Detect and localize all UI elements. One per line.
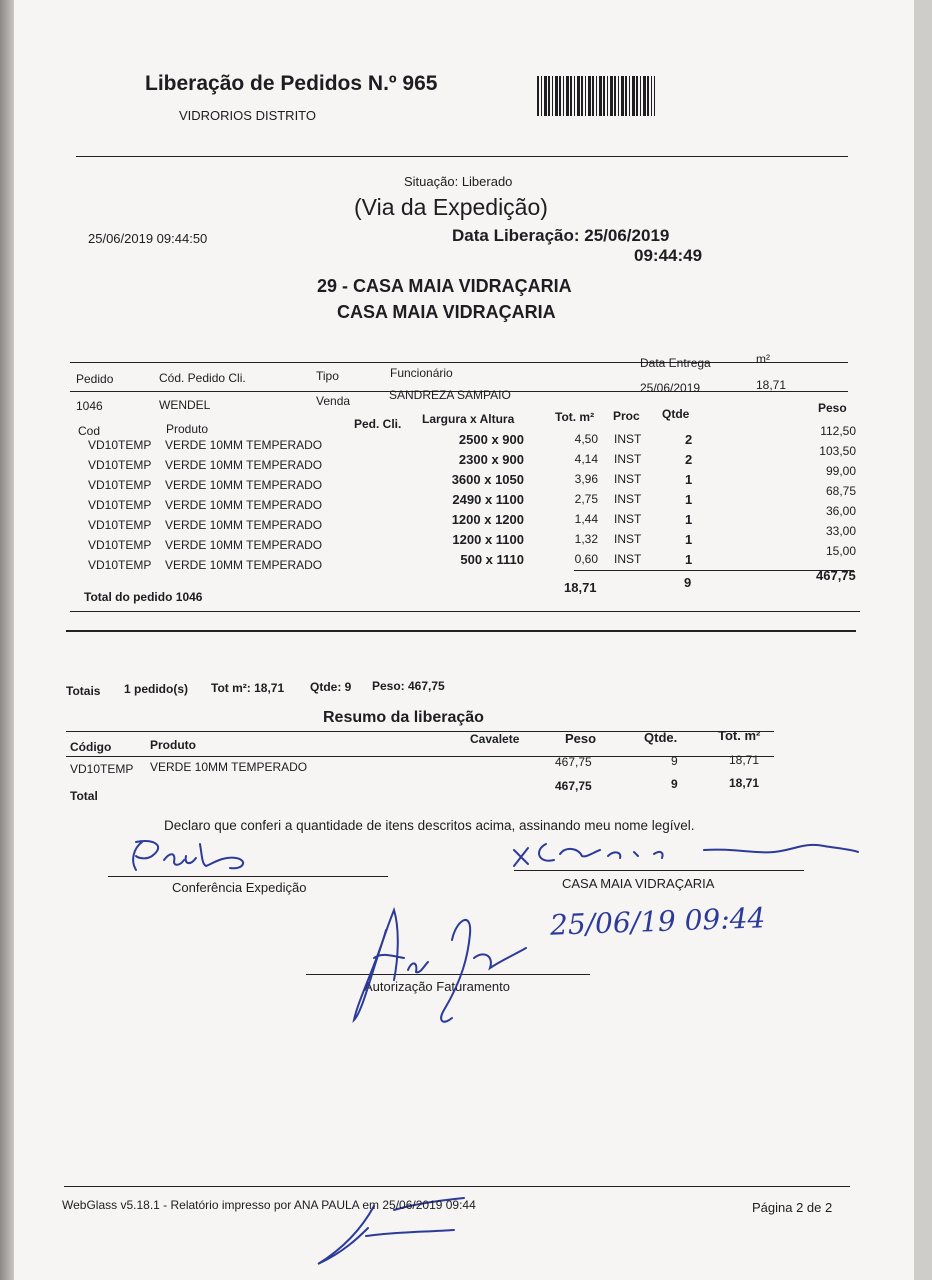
item-cod: VD10TEMP bbox=[88, 458, 152, 472]
order-tipo: Venda bbox=[316, 394, 351, 408]
client-code-name: 29 - CASA MAIA VIDRAÇARIA bbox=[317, 276, 572, 296]
item-dim: 3600 x 1050 bbox=[451, 472, 524, 487]
declaration-text: Declaro que conferi a quantidade de itens descritos acima, assinando meu nome legível. bbox=[164, 818, 695, 833]
item-produto: VERDE 10MM TEMPERADO bbox=[165, 538, 323, 552]
item-qtde: 1 bbox=[685, 512, 693, 527]
item-tot: 1,32 bbox=[574, 532, 598, 546]
footer-printed-by: WebGlass v5.18.1 - Relatório impresso por ANA PAULA em 25/06/2019 09:44 bbox=[62, 1198, 476, 1212]
item-cod: VD10TEMP bbox=[88, 478, 152, 492]
item-produto: VERDE 10MM TEMPERADO bbox=[165, 438, 323, 452]
scan-right-edge bbox=[914, 0, 932, 1280]
item-dim: 2500 x 900 bbox=[458, 432, 524, 447]
col-m2: m² bbox=[756, 352, 770, 366]
item-qtde: 1 bbox=[685, 532, 693, 547]
item-proc: INST bbox=[614, 512, 642, 526]
item-col-largura-altura: Largura x Altura bbox=[422, 412, 515, 426]
item-col-cod: Cod bbox=[78, 424, 101, 438]
item-qtde: 1 bbox=[685, 552, 693, 567]
summary-total-peso: 467,75 bbox=[555, 779, 592, 793]
item-qtde: 1 bbox=[685, 472, 693, 487]
item-produto: VERDE 10MM TEMPERADO bbox=[165, 458, 323, 472]
item-produto: VERDE 10MM TEMPERADO bbox=[165, 498, 323, 512]
release-date: Data Liberação: 25/06/2019 bbox=[452, 226, 670, 245]
item-qtde: 2 bbox=[685, 432, 693, 447]
item-dim: 2300 x 900 bbox=[458, 452, 524, 467]
release-time: 09:44:49 bbox=[634, 246, 703, 265]
item-peso: 99,00 bbox=[825, 464, 856, 478]
col-tipo: Tipo bbox=[316, 369, 339, 383]
summary-tot-m2: 18,71 bbox=[729, 753, 760, 767]
document-title: Liberação de Pedidos N.º 965 bbox=[145, 72, 438, 95]
item-dim: 1200 x 1200 bbox=[451, 512, 524, 527]
summary-produto: VERDE 10MM TEMPERADO bbox=[150, 760, 308, 774]
summary-peso: 467,75 bbox=[555, 755, 592, 769]
status: Situação: Liberado bbox=[404, 174, 513, 189]
item-tot: 3,96 bbox=[574, 472, 598, 486]
item-dim: 1200 x 1100 bbox=[452, 532, 524, 547]
order-pedido: 1046 bbox=[76, 399, 103, 413]
copy-label: (Via da Expedição) bbox=[354, 194, 548, 220]
item-col-produto: Produto bbox=[166, 422, 209, 436]
signature-conferencia bbox=[114, 830, 274, 878]
client-name: CASA MAIA VIDRAÇARIA bbox=[337, 302, 556, 322]
item-peso: 103,50 bbox=[819, 444, 856, 458]
signature-autorizacao bbox=[334, 900, 544, 1030]
summary-col-tot-m2: Tot. m² bbox=[718, 728, 761, 743]
order-total-m2: 18,71 bbox=[564, 580, 597, 595]
divider bbox=[66, 630, 856, 632]
col-funcionario: Funcionário bbox=[390, 366, 453, 380]
item-produto: VERDE 10MM TEMPERADO bbox=[165, 558, 323, 572]
item-proc: INST bbox=[614, 552, 642, 566]
barcode bbox=[537, 76, 655, 116]
summary-col-qtde: Qtde. bbox=[644, 730, 678, 745]
summary-qtde: 9 bbox=[671, 754, 678, 768]
footer-rule bbox=[64, 1186, 850, 1187]
item-tot: 4,50 bbox=[574, 432, 598, 446]
col-pedido: Pedido bbox=[76, 372, 114, 386]
conferencia-label: Conferência Expedição bbox=[172, 880, 307, 895]
divider bbox=[70, 362, 848, 363]
autorizacao-label: Autorização Faturamento bbox=[364, 979, 510, 994]
totals-m2: Tot m²: 18,71 bbox=[211, 681, 285, 695]
item-tot: 0,60 bbox=[574, 552, 598, 566]
item-col-proc: Proc bbox=[613, 409, 640, 423]
summary-codigo: VD10TEMP bbox=[70, 762, 134, 776]
signature-cliente bbox=[504, 828, 864, 876]
item-proc: INST bbox=[614, 452, 642, 466]
item-proc: INST bbox=[614, 472, 642, 486]
handwritten-date: 25/06/19 09:44 bbox=[549, 901, 766, 942]
divider bbox=[70, 611, 860, 612]
summary-title: Resumo da liberação bbox=[323, 709, 484, 726]
totals-qtde: Qtde: 9 bbox=[310, 680, 352, 694]
item-dim: 2490 x 1100 bbox=[452, 492, 524, 507]
item-tot: 4,14 bbox=[574, 452, 598, 466]
item-cod: VD10TEMP bbox=[88, 518, 152, 532]
summary-col-produto: Produto bbox=[150, 738, 196, 752]
col-cod-pedido-cli: Cód. Pedido Cli. bbox=[159, 371, 246, 385]
item-col-qtde: Qtde bbox=[662, 407, 690, 421]
item-col-peso: Peso bbox=[818, 401, 847, 415]
item-peso: 33,00 bbox=[825, 524, 856, 538]
order-total-peso: 467,75 bbox=[816, 568, 856, 583]
summary-total-label: Total bbox=[70, 789, 98, 803]
document-page bbox=[14, 0, 914, 1280]
cliente-label: CASA MAIA VIDRAÇARIA bbox=[562, 876, 715, 891]
item-cod: VD10TEMP bbox=[88, 438, 152, 452]
summary-total-qtde: 9 bbox=[671, 777, 678, 791]
item-peso: 68,75 bbox=[825, 484, 856, 498]
totals-peso: Peso: 467,75 bbox=[372, 679, 445, 693]
item-peso: 15,00 bbox=[825, 544, 856, 558]
item-col-ped-cli: Ped. Cli. bbox=[354, 417, 402, 431]
item-produto: VERDE 10MM TEMPERADO bbox=[165, 518, 323, 532]
item-cod: VD10TEMP bbox=[88, 558, 152, 572]
order-data-entrega: 25/06/2019 bbox=[640, 381, 701, 395]
totals-label: Totais bbox=[66, 684, 101, 698]
order-total-label: Total do pedido 1046 bbox=[84, 590, 203, 604]
summary-col-peso: Peso bbox=[565, 731, 597, 746]
item-tot: 2,75 bbox=[574, 492, 598, 506]
item-proc: INST bbox=[614, 432, 642, 446]
summary-col-cavalete: Cavalete bbox=[470, 732, 520, 746]
company-name: VIDRORIOS DISTRITO bbox=[179, 108, 316, 123]
printed-at: 25/06/2019 09:44:50 bbox=[88, 231, 208, 246]
item-cod: VD10TEMP bbox=[88, 538, 152, 552]
order-cod-pedido-cli: WENDEL bbox=[159, 398, 211, 412]
item-qtde: 1 bbox=[685, 492, 693, 507]
item-peso: 112,50 bbox=[820, 424, 856, 438]
footer-page: Página 2 de 2 bbox=[752, 1200, 833, 1215]
summary-total-tot-m2: 18,71 bbox=[729, 776, 760, 790]
totals-pedidos: 1 pedido(s) bbox=[124, 682, 189, 696]
item-qtde: 2 bbox=[685, 452, 693, 467]
summary-col-codigo: Código bbox=[70, 740, 112, 754]
divider bbox=[76, 156, 848, 157]
item-proc: INST bbox=[614, 532, 642, 546]
item-cod: VD10TEMP bbox=[88, 498, 152, 512]
item-dim: 500 x 1110 bbox=[460, 552, 524, 567]
scan-left-edge bbox=[0, 0, 14, 1280]
item-proc: INST bbox=[614, 492, 642, 506]
order-m2: 18,71 bbox=[756, 378, 787, 392]
order-funcionario: SANDREZA SAMPAIO bbox=[389, 388, 511, 402]
item-col-tot-m2: Tot. m² bbox=[555, 410, 595, 424]
item-produto: VERDE 10MM TEMPERADO bbox=[165, 478, 323, 492]
divider bbox=[66, 756, 774, 757]
col-data-entrega: Data Entrega bbox=[640, 356, 711, 370]
order-total-qtde: 9 bbox=[684, 575, 692, 590]
item-peso: 36,00 bbox=[825, 504, 856, 518]
item-tot: 1,44 bbox=[574, 512, 598, 526]
subtotal-rule bbox=[574, 570, 854, 571]
